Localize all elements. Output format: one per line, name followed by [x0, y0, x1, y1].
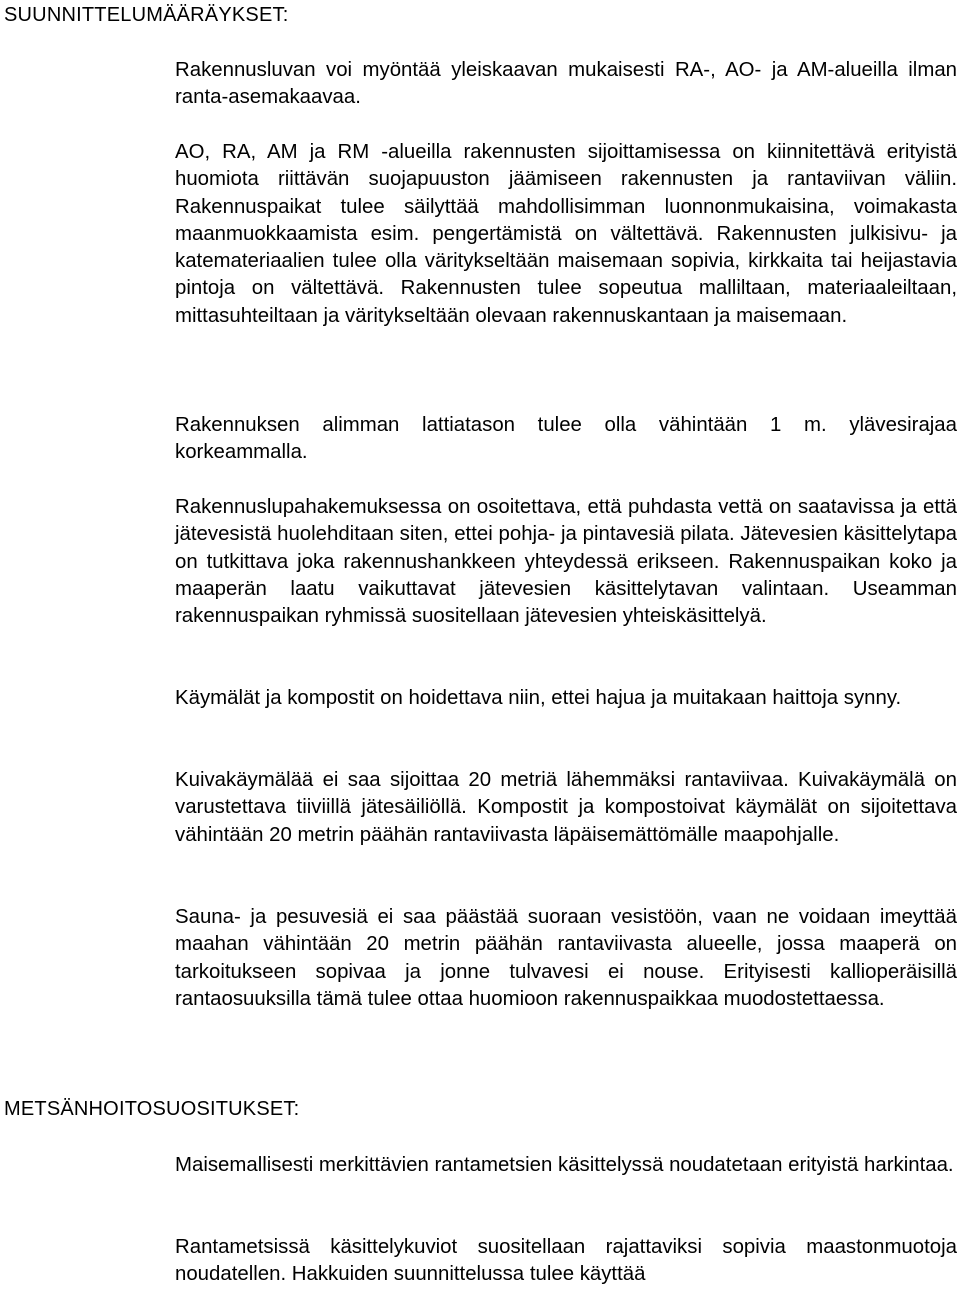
paragraph: Rakennuslupahakemuksessa on osoitettava, että puhdasta vettä on saatavissa ja että jätevesistä huolehditaan siten, ettei pohja- ja pintavesiä pilata. Jätevesien käsittelytapa on tutkittava joka rakennushankkeen yhteydessä erikseen. Rakennuspaikan koko ja maaperän laatu vaikuttavat jätevesien käsittelytavan valintaan. Useamman rakennuspaikan ryhmissä suositellaan jätevesien yhteiskäsittelyä.	[175, 496, 957, 628]
paragraph: Kuivakäymälää ei saa sijoittaa 20 metriä lähemmäksi rantaviivaa. Kuivakäymälä on varustettava tiiviillä jätesäiliöllä. Kompostit ja kompostoivat käymälät on sijoitettava vähintään 20 metrin päähän rantaviivasta läpäisemättömälle maapohjalle.	[175, 769, 957, 846]
paragraph: Rantametsissä käsittelykuviot suositellaan rajattaviksi sopivia maastonmuotoja noudatellen. Hakkuiden suunnittelussa tulee käyttää	[175, 1236, 957, 1286]
paragraph: Maisemallisesti merkittävien rantametsien käsittelyssä noudatetaan erityistä harkintaa.	[175, 1154, 954, 1176]
section-heading-suunnittelumaaraykset: SUUNNITTELUMÄÄRÄYKSET:	[4, 4, 289, 26]
section-heading-metsanhoitosuositukset: METSÄNHOITOSUOSITUKSET:	[4, 1098, 300, 1120]
paragraph: AO, RA, AM ja RM -alueilla rakennusten sijoittamisessa on kiinnitettävä erityistä huomiota riittävän suojapuuston jäämiseen rakennusten ja rantaviivan väliin. Rakennuspaikat tulee säilyttää mahdollisimman luonnonmukaisina, voimakasta maanmuokkaamista esim. pengertämistä on vältettävä. Rakennusten julkisivu- ja katemateriaalien tulee olla väritykseltään maisemaan sopivia, kirkkaita tai heijastavia pintoja on vältettävä. Rakennusten tulee sopeutua malliltaan, materiaaleiltaan, mittasuhteiltaan ja väritykseltään olevaan rakennuskantaan ja maisemaan.	[175, 141, 957, 327]
paragraph: Sauna- ja pesuvesiä ei saa päästää suoraan vesistöön, vaan ne voidaan imeyttää maahan vähintään 20 metrin päähän rantaviivasta alueelle, jossa maaperä on tarkoitukseen sopivaa ja jonne tulvavesi ei nouse. Erityisesti kallioperäisillä rantaosuuksilla tämä tulee ottaa huomioon rakennuspaikkaa muodostettaessa.	[175, 906, 957, 1010]
paragraph: Rakennuksen alimman lattiatason tulee olla vähintään 1 m. ylävesirajaa korkeammalla.	[175, 414, 957, 464]
paragraph: Käymälät ja kompostit on hoidettava niin, ettei hajua ja muitakaan haittoja synny.	[175, 687, 902, 709]
paragraph: Rakennusluvan voi myöntää yleiskaavan mukaisesti RA-, AO- ja AM-alueilla ilman ranta-asemakaavaa.	[175, 59, 957, 109]
